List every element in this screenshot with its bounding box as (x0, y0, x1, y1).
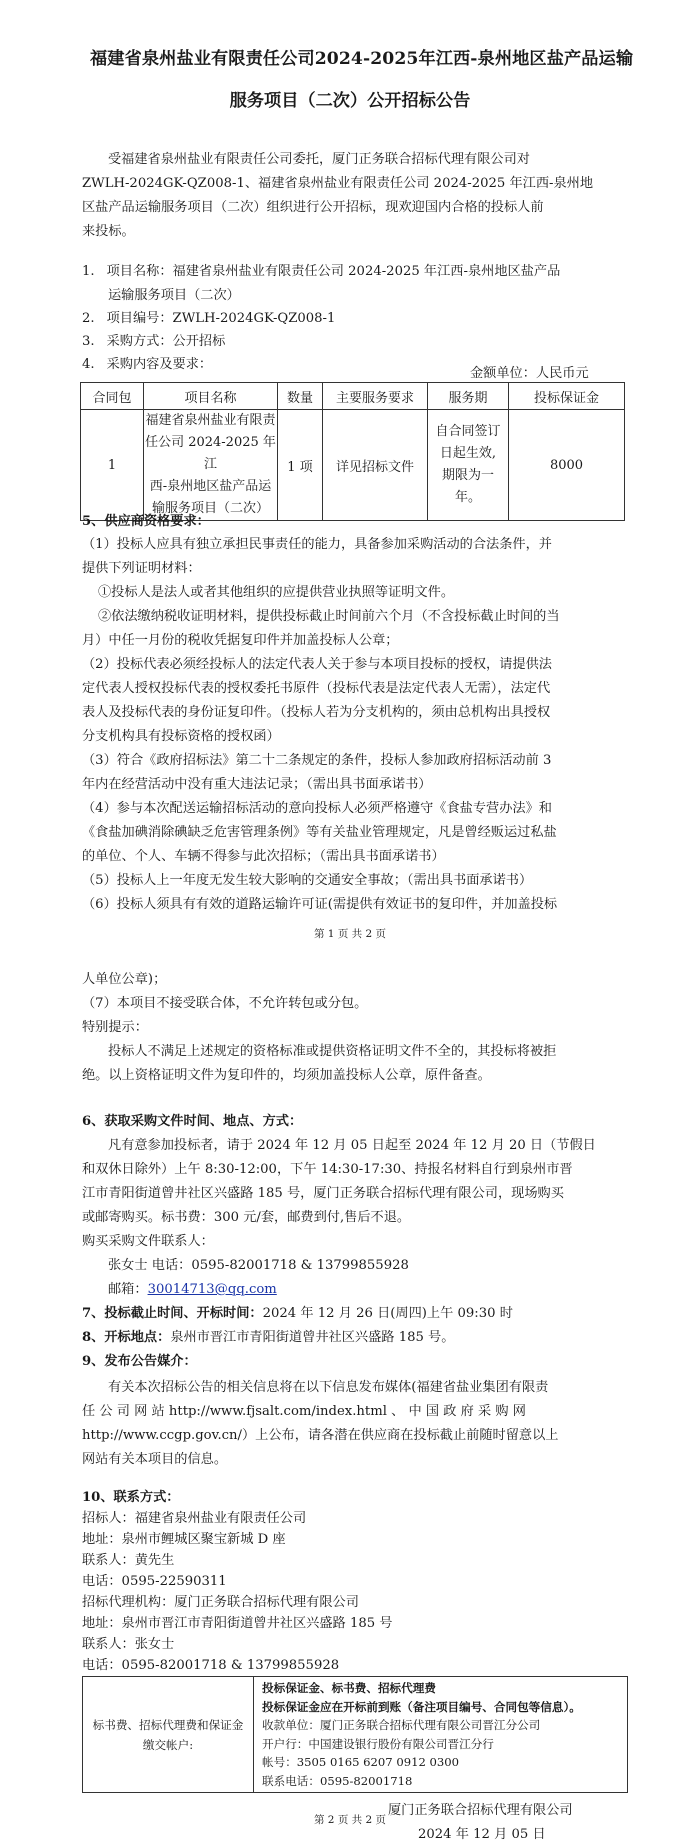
section8: 8、开标地点：泉州市晋江市青阳街道曾井社区兴盛路 185 号。 (82, 1330, 455, 1345)
qualification-line: 定代表人授权投标代表的授权委托书原件（投标代表是法定代表人无需），法定代 (82, 681, 551, 696)
item-project-code: 2. 项目编号：ZWLH-2024GK-QZ008-1 (82, 311, 336, 326)
doc-title-line2: 服务项目（二次）公开招标公告 (229, 91, 471, 111)
section6-line: 江市青阳街道曾井社区兴盛路 185 号，厦门正务联合招标代理有限公司，现场购买 (82, 1186, 564, 1201)
section9-line: 网站有关本项目的信息。 (82, 1452, 228, 1467)
header-period: 服务期 (428, 383, 509, 410)
contact-line: 联系人：张女士 (82, 1637, 175, 1652)
section6-line: 和双休日除外）上午 8:30-12:00，下午 14:30-17:30、持报名材料自行到泉州市晋 (82, 1162, 573, 1177)
qualification-line: ①投标人是法人或者其他组织的应提供营业执照等证明文件。 (98, 585, 455, 600)
item-project-name: 1. 项目名称：福建省泉州盐业有限责任公司 2024-2025 年江西-泉州地区盐产品 (82, 264, 561, 279)
qualification-line: 的单位、个人、车辆不得参与此次招标；（需出具书面承诺书） (82, 849, 445, 864)
section6-heading: 6、获取采购文件时间、地点、方式： (82, 1114, 303, 1129)
page2-line: 人单位公章)； (82, 972, 167, 987)
contact-line: 电话：0595-22590311 (82, 1574, 227, 1589)
item-project-name-cont: 运输服务项目（二次） (108, 288, 240, 303)
qualification-line: 《食盐加碘消除碘缺乏危害管理条例》等有关盐业管理规定，凡是曾经贩运过私盐 (82, 825, 557, 840)
contact-line: 地址：泉州市晋江市青阳街道曾井社区兴盛路 185 号 (82, 1616, 393, 1631)
item-procurement-content: 4. 采购内容及要求： (82, 357, 213, 372)
payment-table-details: 投标保证金、标书费、招标代理费 投标保证金应在开标前到账（备注项目编号、合同包等信息）。 收款单位：厦门正务联合招标代理有限公司晋江分公司 开户行：中国建设银行股份有限公司晋江分行 帐号：3505 0165 6207 0912 0300 联系电话：0595-82001718 (254, 1677, 628, 1793)
signature-date: 2024 年 12 月 05 日 (418, 1827, 546, 1842)
bid-table-header (81, 383, 625, 410)
cell-requirement: 详见招标文件 (323, 410, 428, 521)
special-note-line: 绝。以上资格证明文件为复印件的，均须加盖投标人公章，原件备查。 (82, 1068, 491, 1083)
cell-project-name: 福建省泉州盐业有限责 任公司 2024-2025 年江 西-泉州地区盐产品运 输服务项目（二次） (144, 410, 278, 521)
section6-contact-title: 购买采购文件联系人： (82, 1234, 214, 1249)
intro-line: 受福建省泉州盐业有限责任公司委托，厦门正务联合招标代理有限公司对 (108, 152, 530, 167)
contact-line: 地址：泉州市鲤城区聚宝新城 D 座 (82, 1532, 286, 1547)
qualification-line: ②依法缴纳税收证明材料，提供投标截止时间前六个月（不含投标截止时间的当 (98, 609, 560, 624)
header-requirement: 主要服务要求 (323, 383, 428, 410)
intro-line: ZWLH-2024GK-QZ008-1、福建省泉州盐业有限责任公司 2024-2025 年江西-泉州地 (82, 176, 594, 191)
contact-line: 招标人：福建省泉州盐业有限责任公司 (82, 1511, 307, 1526)
section6-email: 邮箱：30014713@qq.com (108, 1282, 277, 1297)
qualification-line: （5）投标人上一年度无发生较大影响的交通安全事故；（需出具书面承诺书） (82, 873, 533, 888)
qualification-line: 表人及投标代表的身份证复印件。（投标人若为分支机构的，须由总机构出具授权 (82, 705, 551, 720)
cell-quantity: 1 项 (278, 410, 323, 521)
qualification-line: 提供下列证明材料： (82, 561, 201, 576)
special-note-line: 投标人不满足上述规定的资格标准或提供资格证明文件不全的，其投标将被拒 (108, 1044, 557, 1059)
section6-line: 凡有意参加投标者，请于 2024 年 12 月 05 日起至 2024 年 12 月 20 日（节假日 (108, 1138, 596, 1153)
qualification-line: 分支机构具有投标资格的授权函） (82, 729, 280, 744)
table-row (83, 1677, 628, 1793)
cell-deposit: 8000 (509, 410, 625, 521)
qualification-heading: 5、供应商资格要求： (82, 514, 210, 529)
contact-line: 联系人：黄先生 (82, 1553, 175, 1568)
qualification-line: 月）中任一月份的税收凭据复印件并加盖投标人公章； (82, 633, 399, 648)
section7: 7、投标截止时间、开标时间：2024 年 12 月 26 日(周四)上午 09:30 时 (82, 1306, 513, 1321)
special-note-title: 特别提示： (82, 1020, 148, 1035)
doc-title-line1: 福建省泉州盐业有限责任公司2024-2025年江西-泉州地区盐产品运输 (90, 49, 634, 69)
header-package: 合同包 (81, 383, 144, 410)
intro-line: 区盐产品运输服务项目（二次）组织进行公开招标，现欢迎国内合格的投标人前 (82, 200, 544, 215)
section6-line: 或邮寄购买。标书费：300 元/套，邮费到付,售后不退。 (82, 1210, 411, 1225)
section9-heading: 9、发布公告媒介： (82, 1354, 197, 1369)
currency-unit: 金额单位：人民币元 (470, 366, 589, 381)
qualification-line: 年内在经营活动中没有重大违法记录；（需出具书面承诺书） (82, 777, 432, 792)
signature-company: 厦门正务联合招标代理有限公司 (388, 1803, 573, 1818)
qualification-line: （6）投标人须具有有效的道路运输许可证(需提供有效证书的复印件，并加盖投标 (82, 897, 558, 912)
page-footer-1: 第 1 页 共 2 页 (313, 928, 387, 940)
qualification-line: （1）投标人应具有独立承担民事责任的能力，具备参加采购活动的合法条件，并 (82, 537, 552, 552)
email-link[interactable]: 30014713@qq.com (147, 1282, 277, 1297)
header-deposit: 投标保证金 (509, 383, 625, 410)
table-row (81, 410, 625, 521)
section9-line: 有关本次招标公告的相关信息将在以下信息发布媒体(福建省盐业集团有限责 (108, 1380, 549, 1395)
page2-line: （7）本项目不接受联合体，不允许转包或分包。 (82, 996, 368, 1011)
contact-line: 电话：0595-82001718 & 13799855928 (82, 1658, 340, 1673)
section6-contact-person: 张女士 电话：0595-82001718 & 13799855928 (108, 1258, 409, 1273)
page-footer-2: 第 2 页 共 2 页 (313, 1814, 387, 1826)
cell-period: 自合同签订 日起生效, 期限为一 年。 (428, 410, 509, 521)
payment-table (82, 1676, 628, 1793)
qualification-line: （3）符合《政府招标法》第二十二条规定的条件，投标人参加政府招标活动前 3 (82, 753, 552, 768)
qualification-line: （2）投标代表必须经投标人的法定代表人关于参与本项目投标的授权，请提供法 (82, 657, 552, 672)
payment-table-label: 标书费、招标代理费和保证金 缴交帐户: (83, 1677, 254, 1793)
section10-heading: 10、联系方式： (82, 1490, 180, 1505)
section9-line: 任 公 司 网 站 http://www.fjsalt.com/index.html 、 中 国 政 府 采 购 网 (82, 1404, 526, 1419)
intro-line: 来投标。 (82, 224, 135, 239)
cell-package: 1 (81, 410, 144, 521)
qualification-line: （4）参与本次配送运输招标活动的意向投标人必须严格遵守《食盐专营办法》和 (82, 801, 552, 816)
contact-line: 招标代理机构：厦门正务联合招标代理有限公司 (82, 1595, 359, 1610)
bid-table (80, 382, 625, 521)
section9-line: http://www.ccgp.gov.cn/）上公布，请各潜在供应商在投标截止前随时留意以上 (82, 1428, 559, 1443)
item-procurement-method: 3. 采购方式：公开招标 (82, 334, 226, 349)
header-quantity: 数量 (278, 383, 323, 410)
header-project-name: 项目名称 (144, 383, 278, 410)
